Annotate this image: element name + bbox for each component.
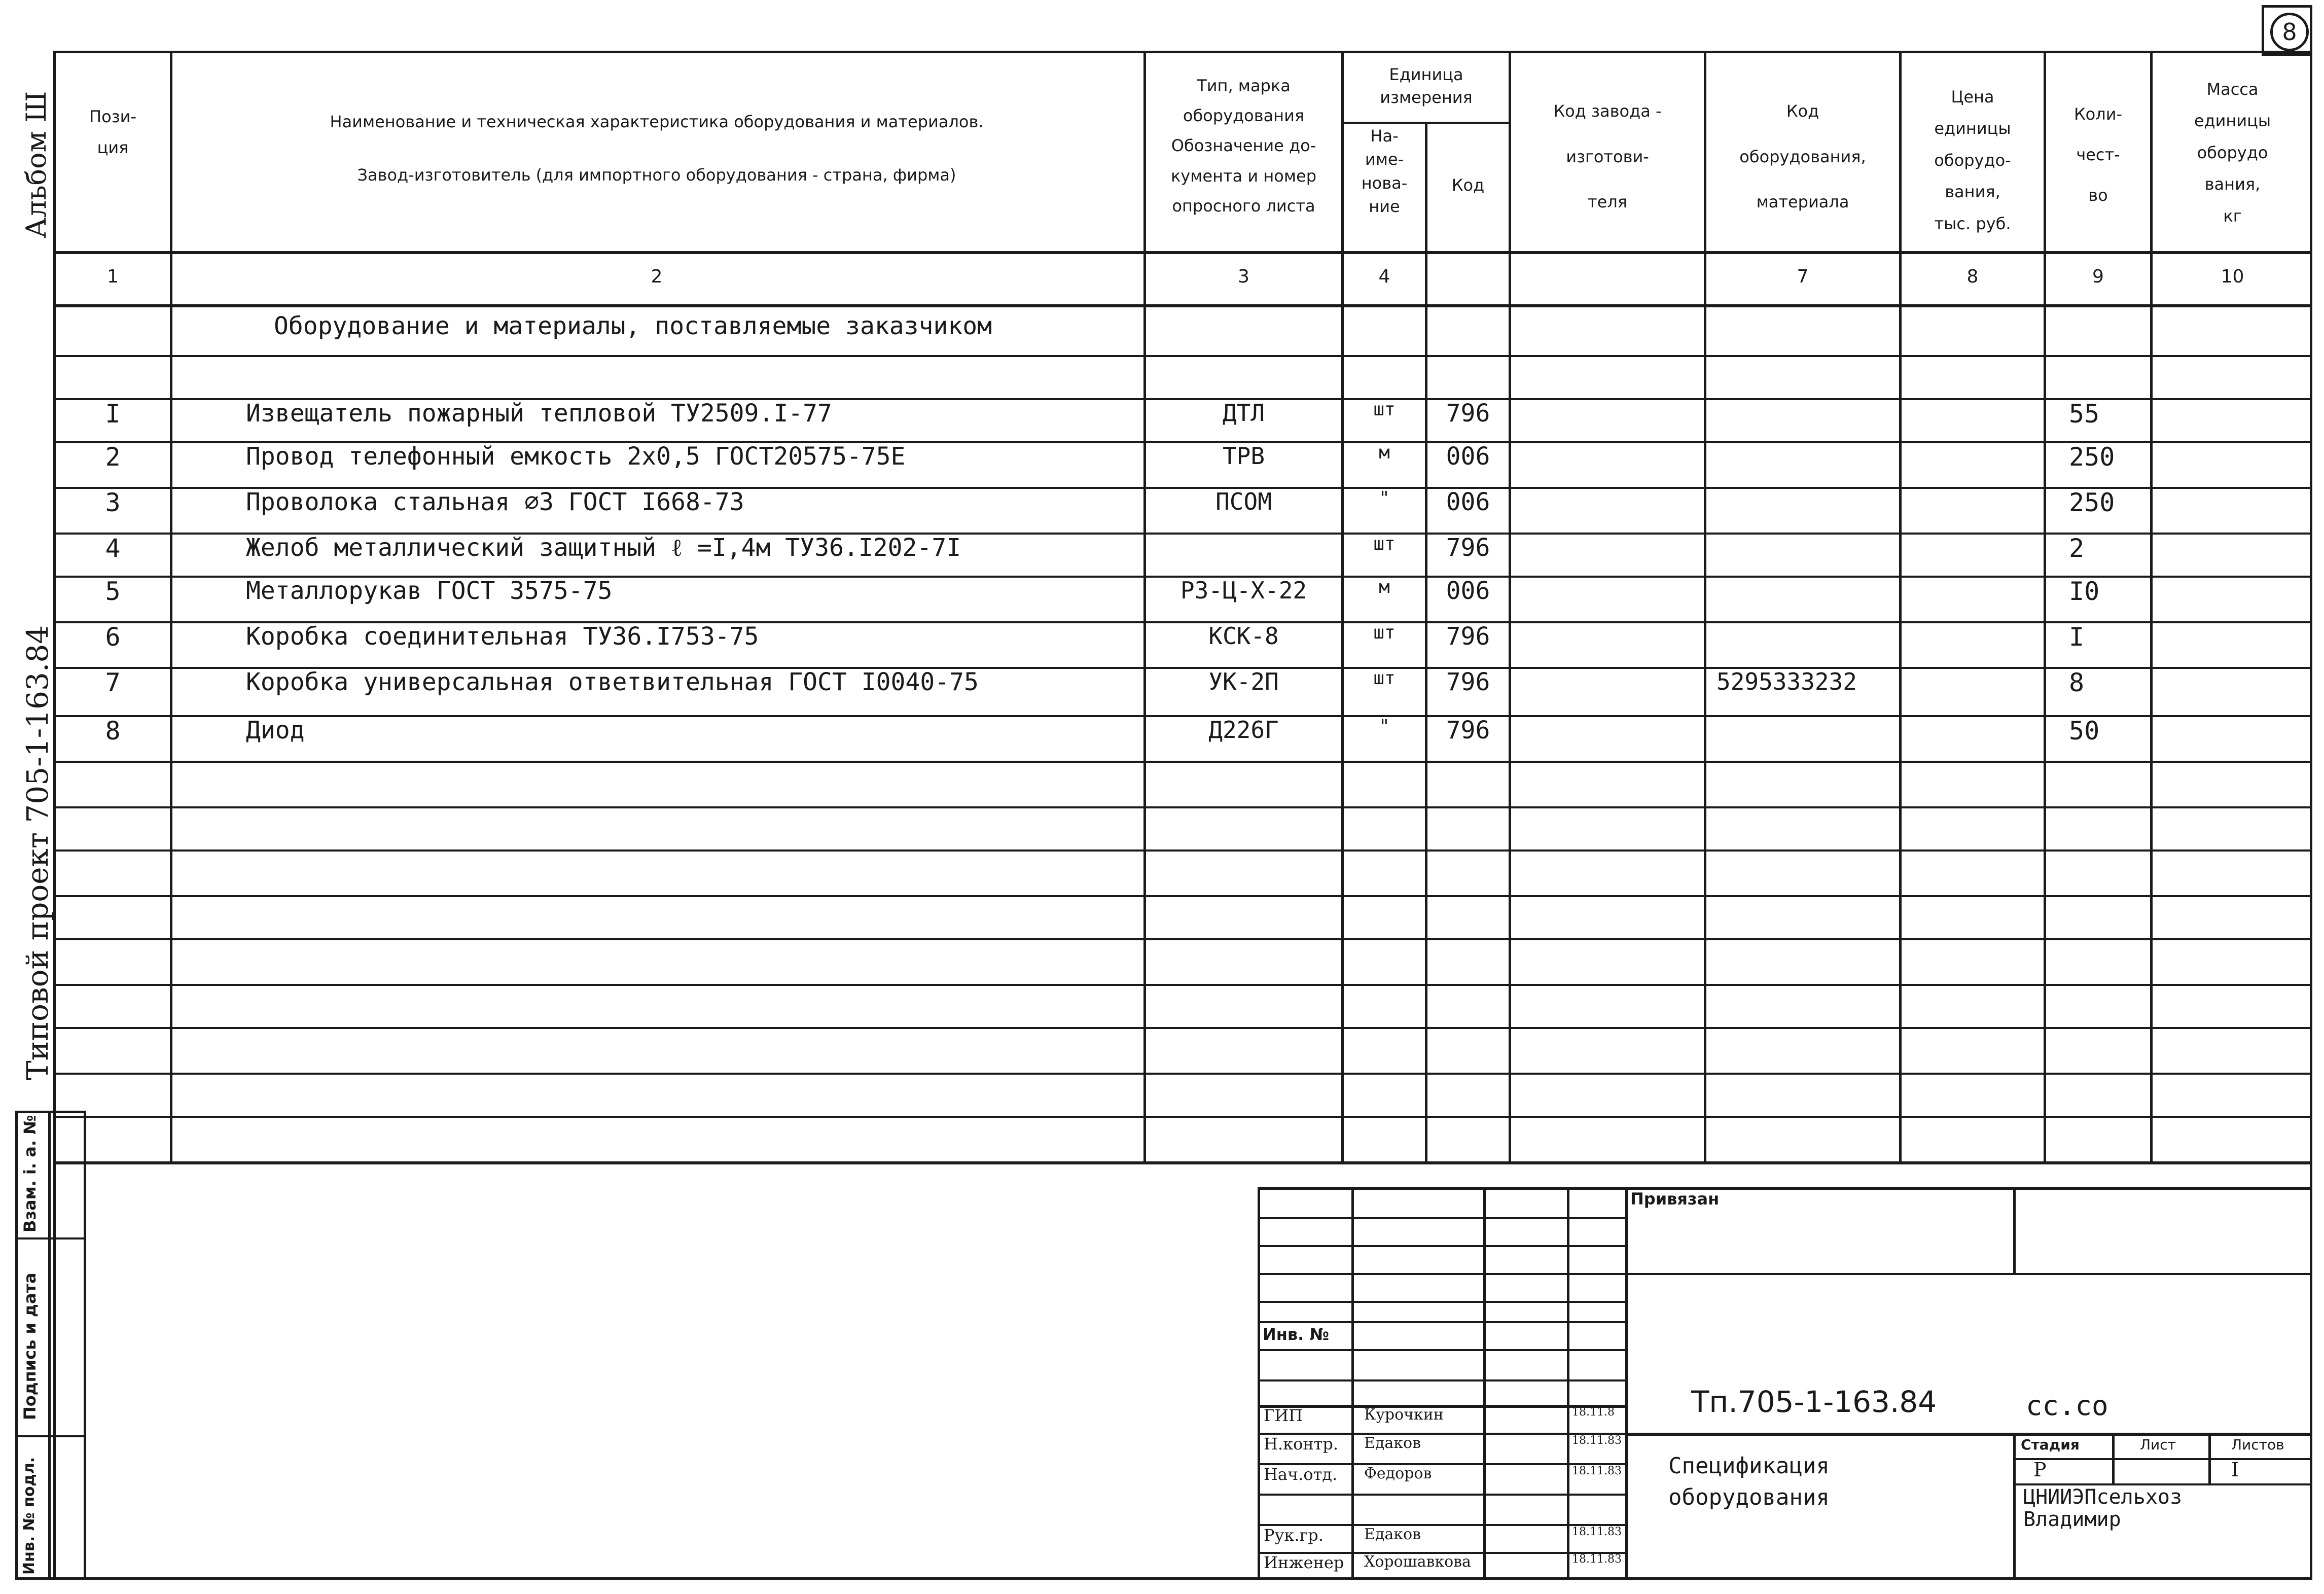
col-number: 9 (2092, 266, 2104, 287)
row-name: Коробка соединительная ТУ36.I753-75 (246, 622, 759, 651)
signer-name: Едаков (1364, 1434, 1421, 1452)
row-position: 7 (105, 668, 121, 697)
row-quantity: 50 (2069, 716, 2100, 746)
row-type: Д226Г (1208, 716, 1279, 743)
row-unit: шт (1373, 622, 1396, 643)
signer-role: Н.контр. (1264, 1434, 1339, 1454)
signer-role: Инженер (1264, 1553, 1344, 1572)
header-unit: Единица измерения (1380, 65, 1473, 107)
row-quantity: I (2069, 622, 2085, 652)
row-name: Коробка универсальная ответвительная ГОСТ I0040-75 (246, 668, 979, 696)
row-quantity: 250 (2069, 442, 2115, 472)
row-type: ПСОМ (1215, 488, 1272, 515)
row-unit: " (1379, 488, 1390, 509)
row-type: ТРВ (1222, 442, 1265, 470)
header-name-line2: Завод-изготовитель (для импортного оборудования - страна, фирма) (357, 165, 956, 185)
col-number: 4 (1378, 266, 1390, 287)
stamp-sign-date: Подпись и дата (20, 1272, 40, 1420)
stage-label: Стадия (2021, 1436, 2080, 1453)
row-position: 2 (105, 442, 121, 472)
header-name-line1: Наименование и техническая характеристика оборудования и материалов. (330, 112, 984, 131)
col-number: 7 (1797, 266, 1809, 287)
row-material-code: 5295333232 (1717, 668, 1857, 695)
row-quantity: 250 (2069, 488, 2115, 517)
row-type: РЗ-Ц-Х-22 (1180, 577, 1307, 604)
row-name: Металлорукав ГОСТ 3575-75 (246, 577, 613, 605)
row-unit: шт (1373, 399, 1396, 420)
header-mass: Масса единицы оборудо вания, кг (2194, 80, 2271, 226)
row-unit: м (1379, 577, 1390, 597)
row-position: 3 (105, 488, 121, 517)
signer-role: Рук.гр. (1264, 1526, 1324, 1545)
row-position: I (105, 399, 121, 429)
col-number: 10 (2221, 266, 2244, 287)
document-title: Спецификация оборудования (1668, 1453, 1830, 1510)
signer-role: Нач.отд. (1264, 1465, 1338, 1484)
row-unit: шт (1373, 534, 1396, 554)
row-unit: м (1379, 442, 1390, 463)
row-type: УК-2П (1208, 668, 1279, 695)
row-position: 4 (105, 534, 121, 563)
signer-date: 18.11.8 (1572, 1406, 1615, 1419)
inventory-label: Инв. № (1263, 1325, 1329, 1344)
stamp-replace: Взам. і. а. № (20, 1115, 40, 1232)
sheets-value: I (2231, 1459, 2239, 1481)
header-price: Цена единицы оборудо- вания, тыс. руб. (1934, 87, 2011, 233)
header-material-code: Код оборудования, материала (1739, 101, 1866, 212)
header-quantity: Коли- чест- во (2073, 104, 2123, 205)
signer-role: ГИП (1264, 1406, 1303, 1425)
col-number: 3 (1238, 266, 1249, 287)
row-name: Проволока стальная ∅3 ГОСТ I668-73 (246, 488, 744, 516)
row-unit-code: 006 (1446, 442, 1490, 471)
row-unit-code: 006 (1446, 488, 1490, 516)
row-position: 5 (105, 577, 121, 606)
bound-label: Привязан (1630, 1189, 1720, 1209)
row-position: 6 (105, 622, 121, 652)
signer-date: 18.11.83 (1572, 1465, 1622, 1477)
document-suffix: сс.со (2026, 1390, 2108, 1422)
row-unit-code: 796 (1446, 668, 1490, 696)
header-position: Пози- ция (89, 107, 136, 157)
signer-date: 18.11.83 (1572, 1553, 1622, 1566)
row-unit-code: 796 (1446, 534, 1490, 562)
row-type: КСК-8 (1208, 622, 1279, 650)
header-unit-name: На- име- нова- ние (1361, 126, 1408, 217)
header-type: Тип, марка оборудования Обозначение до- кумента и номер опросного листа (1170, 76, 1317, 216)
signer-name: Едаков (1364, 1526, 1421, 1543)
row-unit: " (1379, 716, 1390, 737)
row-quantity: I0 (2069, 577, 2100, 606)
col-number: 2 (651, 266, 663, 287)
row-quantity: 55 (2069, 399, 2100, 429)
row-unit-code: 796 (1446, 622, 1490, 651)
row-unit-code: 796 (1446, 399, 1490, 428)
stamp-inventory: Инв. № подл. (20, 1457, 38, 1575)
row-name: Желоб металлический защитный ℓ =I,4м ТУ36.I202-7I (246, 534, 961, 562)
row-quantity: 8 (2069, 668, 2085, 697)
document-code: Тп.705-1-163.84 (1691, 1385, 1937, 1419)
signer-date: 18.11.83 (1572, 1526, 1622, 1538)
row-name: Диод (246, 716, 305, 745)
signer-date: 18.11.83 (1572, 1434, 1622, 1447)
header-factory-code: Код завода - изготови- теля (1553, 101, 1662, 212)
stage-value: Р (2033, 1459, 2047, 1481)
row-unit: шт (1373, 668, 1396, 689)
col-number: 1 (107, 266, 119, 287)
row-position: 8 (105, 716, 121, 746)
row-type: ДТЛ (1222, 399, 1265, 427)
col-number: 8 (1967, 266, 1979, 287)
section-title: Оборудование и материалы, поставляемые заказчиком (274, 312, 992, 340)
signer-name: Федоров (1364, 1465, 1432, 1482)
sheet-label: Лист (2140, 1436, 2176, 1453)
sheets-label: Листов (2231, 1436, 2284, 1453)
project-label: Типовой проект 705-1-163.84 (20, 625, 55, 1080)
row-quantity: 2 (2069, 534, 2085, 563)
sheet-number: 8 (2282, 18, 2297, 46)
signer-name: Хорошавкова (1364, 1553, 1471, 1571)
row-name: Провод телефонный емкость 2х0,5 ГОСТ20575-75Е (246, 442, 906, 471)
signer-name: Курочкин (1364, 1406, 1444, 1424)
organization: ЦНИИЭПсельхоз Владимир (2023, 1485, 2183, 1531)
row-name: Извещатель пожарный тепловой ТУ2509.I-77 (246, 399, 832, 428)
row-unit-code: 006 (1446, 577, 1490, 605)
album-label: Альбом Ш (20, 91, 52, 238)
row-unit-code: 796 (1446, 716, 1490, 745)
header-unit-code: Код (1451, 175, 1485, 195)
